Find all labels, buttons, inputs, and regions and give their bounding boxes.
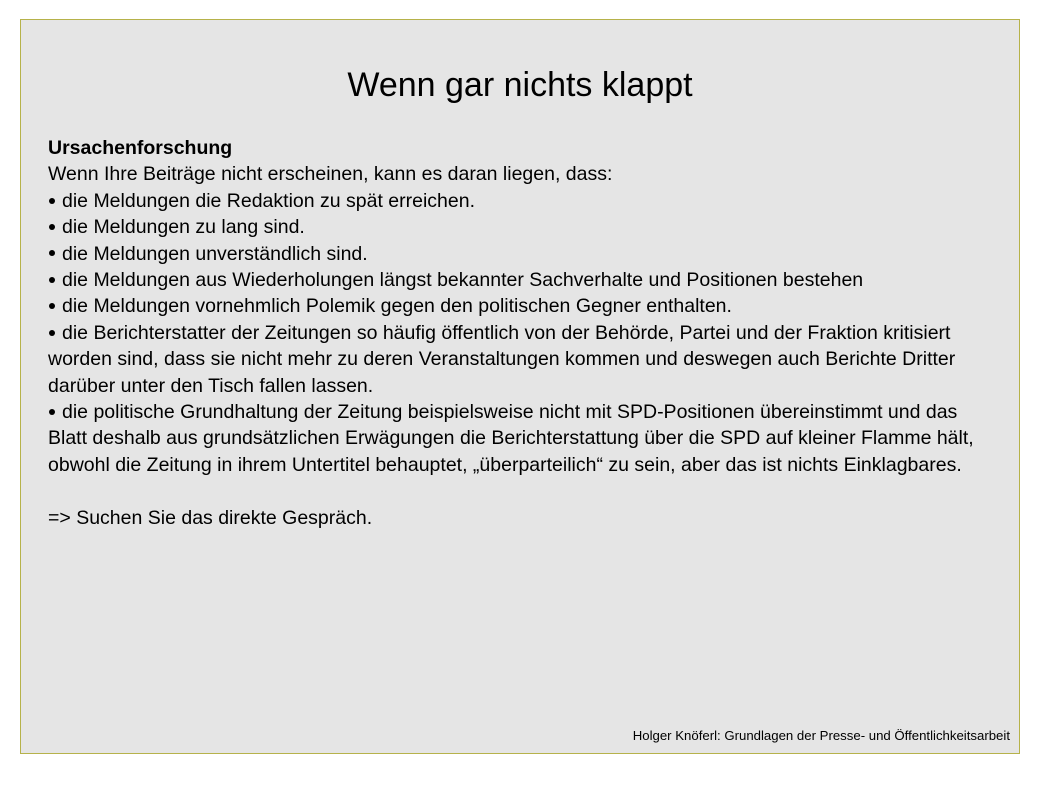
slide-title: Wenn gar nichts klappt — [347, 66, 693, 104]
bullet-text: die Meldungen vornehmlich Polemik gegen den politischen Gegner enthalten. — [62, 295, 732, 318]
conclusion-text: => Suchen Sie das direkte Gespräch. — [48, 506, 373, 529]
bullet-dot-icon — [49, 198, 55, 204]
bullet-text: die politische Grundhaltung der Zeitung beispielsweise nicht mit SPD-Positionen übereinstimmt und das Blatt deshalb aus grundsätzlichen Erwägungen die Berichterstattung über die SPD auf kleiner Flamme hält, obwohl die Zeitung in ihrem Untertitel behauptet, „überparteilich“ zu sein, aber das ist nichts Einklagbares. — [48, 401, 974, 476]
bullet-item — [48, 214, 978, 240]
bullet-dot-icon — [49, 224, 55, 230]
section-heading: Ursachenforschung — [48, 137, 233, 159]
bullet-item — [48, 293, 978, 319]
bullet-item — [48, 320, 978, 399]
bullet-item — [48, 267, 978, 293]
bullet-text: die Meldungen aus Wiederholungen längst bekannter Sachverhalte und Positionen bestehen — [62, 269, 864, 292]
bullet-text: die Meldungen die Redaktion zu spät erreichen. — [62, 189, 476, 212]
bullet-dot-icon — [49, 409, 55, 415]
spacer — [48, 478, 978, 504]
bullet-dot-icon — [49, 277, 55, 283]
intro-text: Wenn Ihre Beiträge nicht erscheinen, kann es daran liegen, dass: — [48, 163, 613, 186]
bullet-dot-icon — [49, 330, 55, 336]
bullet-item — [48, 241, 978, 267]
bullet-item — [48, 399, 978, 478]
bullet-text: die Meldungen zu lang sind. — [62, 216, 305, 239]
slide — [20, 19, 1020, 754]
footer-credit: Holger Knöferl: Grundlagen der Presse- und Öffentlichkeitsarbeit — [632, 728, 1010, 743]
bullet-text: die Berichterstatter der Zeitungen so häufig öffentlich von der Behörde, Partei und der Fraktion kritisiert worden sind, dass sie nicht mehr zu deren Veranstaltungen kommen und deswegen auch Berichte Dritter darüber unter den Tisch fallen lassen. — [48, 321, 956, 397]
bullet-text: die Meldungen unverständlich sind. — [62, 242, 368, 265]
slide-content — [48, 135, 978, 531]
bullet-dot-icon — [49, 303, 55, 309]
bullet-dot-icon — [49, 250, 55, 256]
bullet-item — [48, 188, 978, 214]
